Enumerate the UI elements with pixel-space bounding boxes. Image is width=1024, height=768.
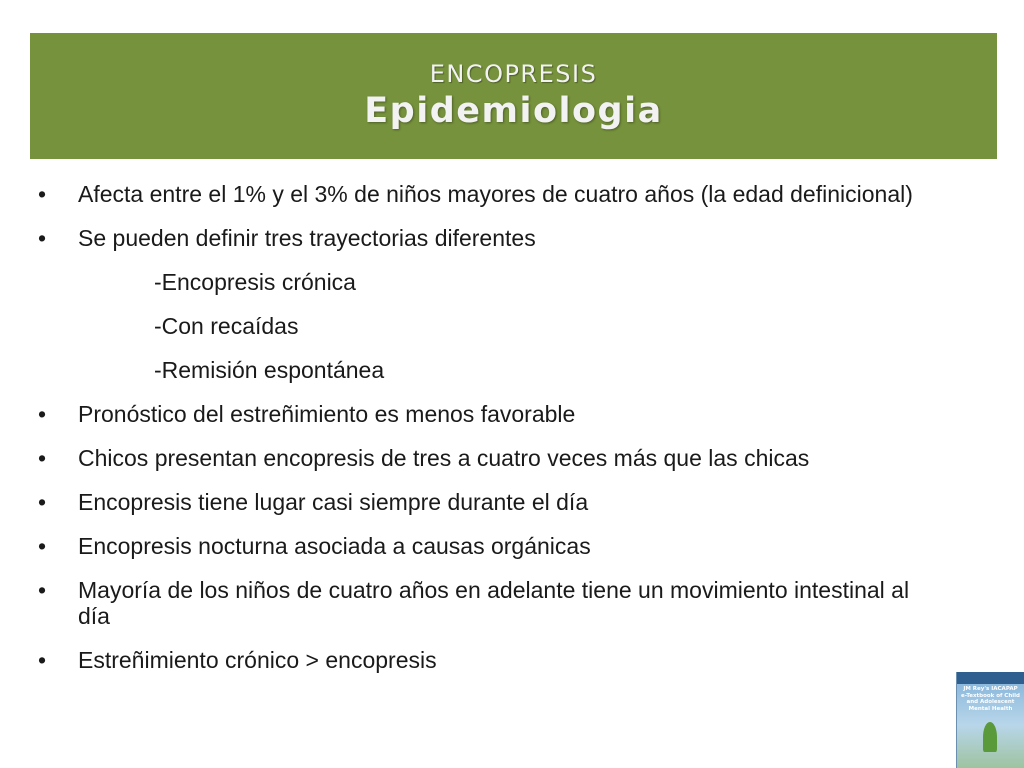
slide-title: Epidemiologia [364,91,663,131]
cover-header-band [957,672,1024,684]
textbook-cover-image [956,672,1024,768]
bullet-text: Chicos presentan encopresis de tres a cuatro veces más que las chicas [78,445,810,471]
cover-title: JM Rey's IACAPAP e-Textbook of Child and Adolescent Mental Health [961,686,1020,712]
bullet-icon: • [38,225,47,251]
bullet-item-4 [38,445,938,471]
bullet-item-2 [38,225,938,251]
bullet-icon: • [38,647,47,673]
bullet-item-7 [38,577,938,629]
bullet-icon: • [38,401,47,427]
bullet-icon: • [38,533,47,559]
bullet-text: Encopresis tiene lugar casi siempre durante el día [78,489,589,515]
bullet-item-6 [38,533,938,559]
slide-supertitle: ENCOPRESIS [429,60,598,88]
bullet-text: Encopresis nocturna asociada a causas orgánicas [78,533,591,559]
sub-item-2: -Con recaídas [154,313,299,339]
slide-body [38,181,938,691]
sub-item-1: -Encopresis crónica [154,269,356,295]
sub-item-3: -Remisión espontánea [154,357,385,383]
bullet-icon: • [38,489,47,515]
title-banner [30,33,997,159]
bullet-icon: • [38,445,47,471]
bullet-icon: • [38,181,47,207]
bullet-text: Estreñimiento crónico > encopresis [78,647,437,673]
bullet-text: Afecta entre el 1% y el 3% de niños mayores de cuatro años (la edad definicional) [78,181,913,207]
bullet-item-5 [38,489,938,515]
bullet-item-3 [38,401,938,427]
bullet-text: Se pueden definir tres trayectorias diferentes [78,225,536,251]
bullet-icon: • [38,577,47,603]
bullet-text: Pronóstico del estreñimiento es menos favorable [78,401,576,427]
bullet-item-1 [38,181,938,207]
bullet-item-8 [38,647,938,673]
plant-icon [983,722,997,752]
bullet-text: Mayoría de los niños de cuatro años en adelante tiene un movimiento intestinal al día [78,577,910,629]
